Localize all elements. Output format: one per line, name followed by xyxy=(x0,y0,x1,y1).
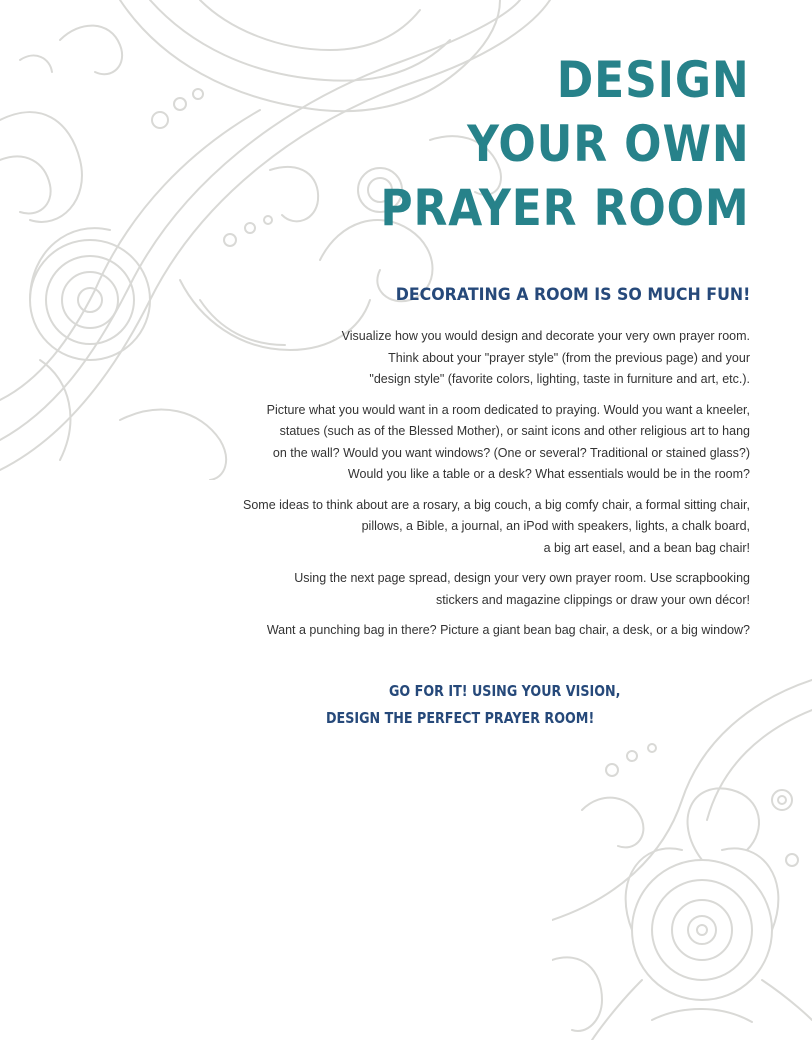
text-line: "design style" (favorite colors, lighting, taste in furniture and art, etc.). xyxy=(369,372,750,386)
title-line: PRAYER ROOM xyxy=(380,179,750,237)
text-line: Some ideas to think about are a rosary, a big couch, a big comfy chair, a formal sitting chair, xyxy=(243,497,750,512)
text-line: on the wall? Would you want windows? (One or several? Traditional or stained glass?) xyxy=(272,445,750,460)
text-line: a big art easel, and a bean bag chair! xyxy=(543,540,750,555)
title-line: YOUR OWN xyxy=(467,115,750,173)
paragraph-ideas xyxy=(230,495,750,560)
closing-line: DESIGN THE PERFECT PRAYER ROOM! xyxy=(326,709,595,727)
text-line: Want a punching bag in there? Picture a giant bean bag chair, a desk, or a big window? xyxy=(266,623,750,637)
text-line: statues (such as of the Blessed Mother), or saint icons and other religious art to hang xyxy=(279,424,750,438)
text-line: Picture what you would want in a room dedicated to praying. Would you want a kneeler, xyxy=(266,402,750,417)
instructions-body xyxy=(230,326,750,651)
text-line: Think about your "prayer style" (from the previous page) and your xyxy=(388,350,750,365)
paragraph-punching-bag xyxy=(230,620,750,642)
closing-line: GO FOR IT! USING YOUR VISION, xyxy=(389,682,621,700)
text-line: pillows, a Bible, a journal, an iPod with speakers, lights, a chalk board, xyxy=(361,519,750,533)
paragraph-next-page xyxy=(230,568,750,611)
paragraph-visualize xyxy=(230,326,750,391)
title-line: DESIGN xyxy=(557,51,750,109)
section-subheading: DECORATING A ROOM IS SO MUCH FUN! xyxy=(395,285,750,305)
page-title xyxy=(381,48,750,240)
text-line: Visualize how you would design and decorate your very own prayer room. xyxy=(341,329,750,343)
text-line: Would you like a table or a desk? What essentials would be in the room? xyxy=(347,467,750,481)
text-line: Using the next page spread, design your very own prayer room. Use scrapbooking xyxy=(294,571,750,585)
text-line: stickers and magazine clippings or draw your own décor! xyxy=(435,592,750,607)
paragraph-picture xyxy=(230,400,750,486)
